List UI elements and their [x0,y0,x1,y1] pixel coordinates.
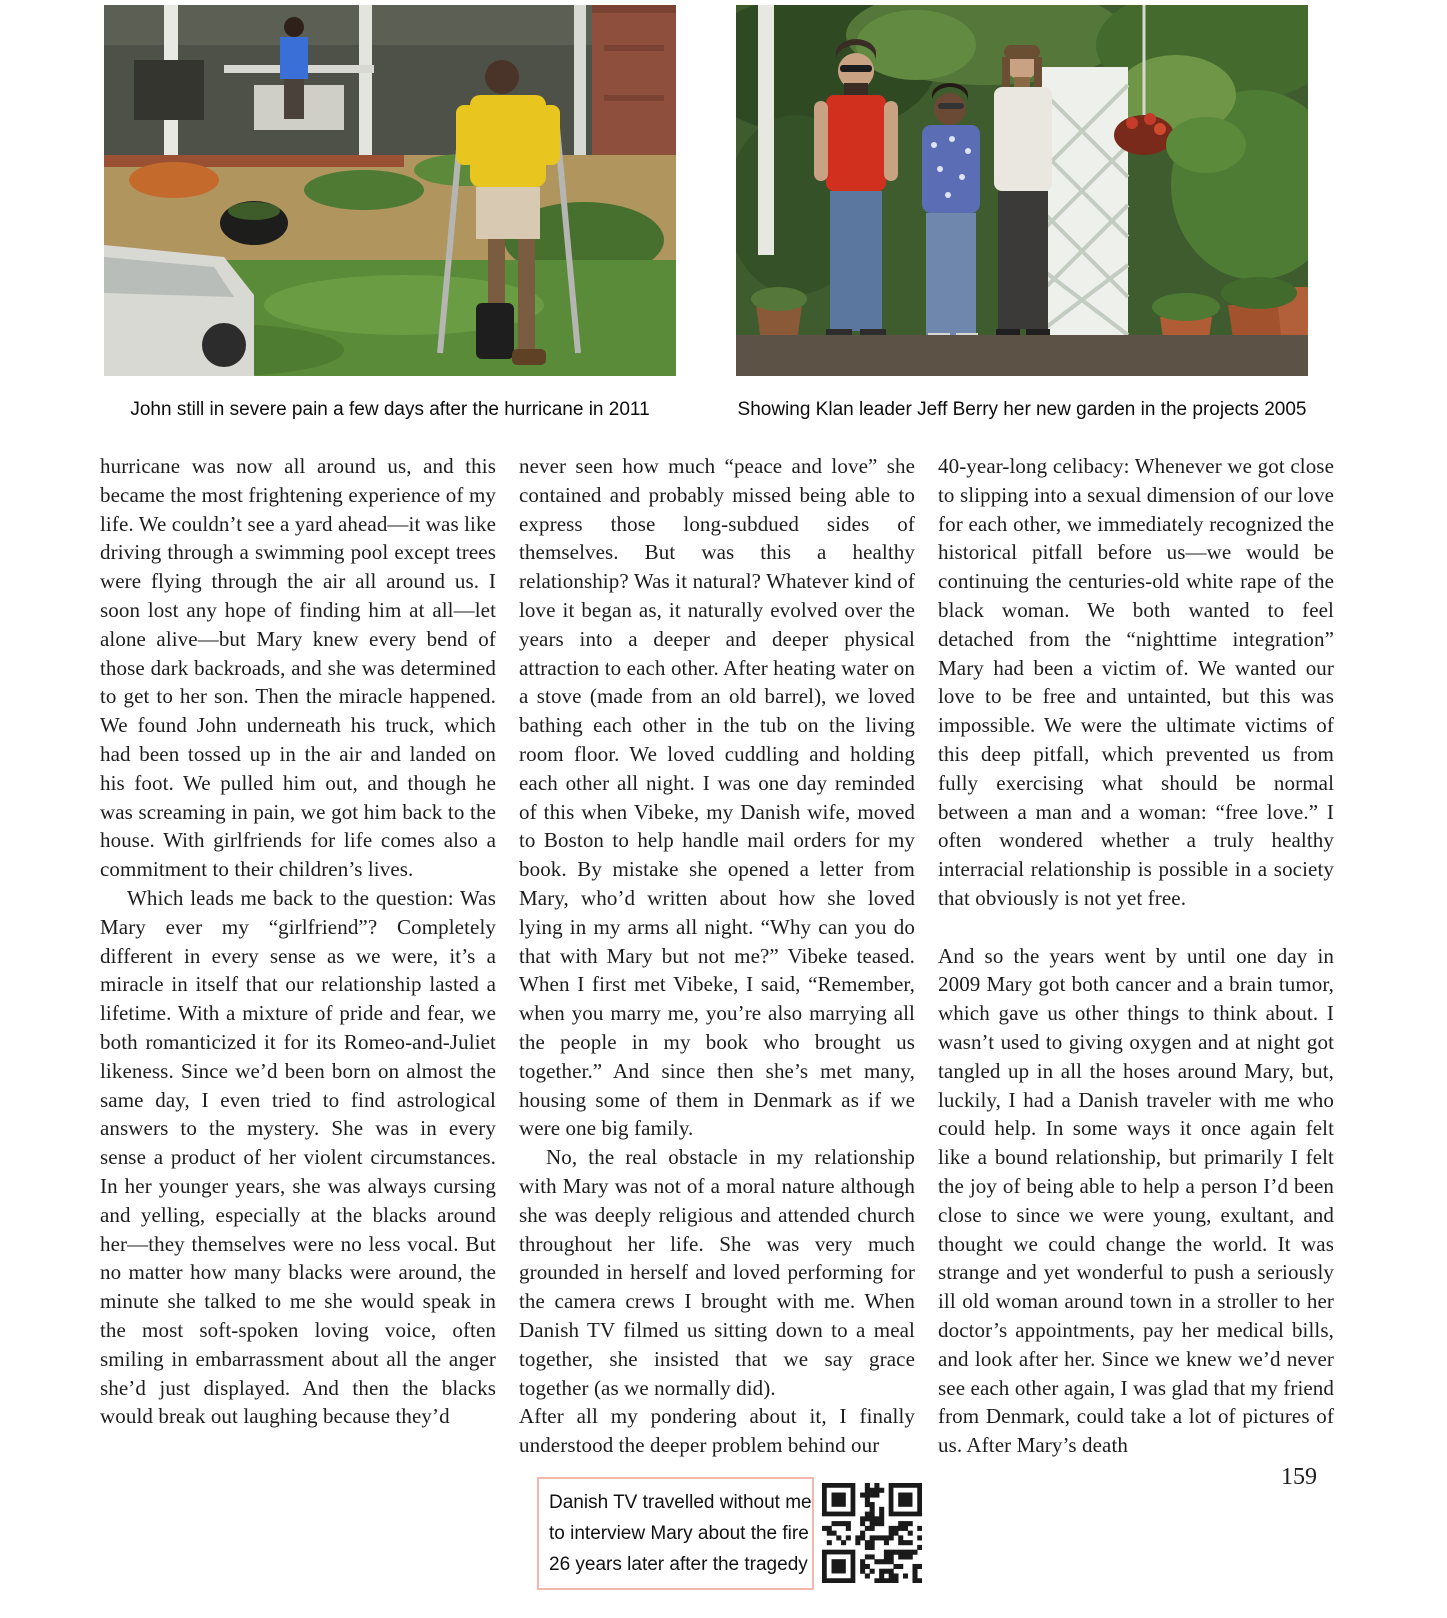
photo-garden-illustration [736,5,1308,376]
man-white-shirt [994,45,1052,343]
body-paragraph: Which leads me back to the question: Was Mary ever my “girlfriend”? Completely different in every sense as we were, it’s a miracle in itself that our relationship lasted a lifetime. With a mixture of pride and fear, we both romanticized it for its Romeo-and-Juliet likeness. Since we’d been born on almost the same day, I even tried to find astrological answers to the mystery. She was in every sense a product of her violent circumstances. In her younger years, she was always cursing and yelling, especially at the blacks around her—they themselves were no less vocal. But no matter how many blacks were around, the minute she talked to me she would speak in the most soft-spoken loving voice, often smiling in embarrassment about all the anger she’d just displayed. And then the blacks would break out laughing because they’d [100,885,496,1429]
tv-caption-line: Danish TV travelled without me [549,1492,812,1513]
body-text [100,452,1334,1460]
text-column-1 [100,452,496,1460]
body-paragraph: No, the real obstacle in my relationship with Mary was not of a moral nature although she was deeply religious and attended church throughout her life. She was very much grounded in herself and loved performing for the camera crews I brought with me. When Danish TV filmed us sitting down to a meal together, she insisted that we say grace together (as we normally did). [519,1145,915,1400]
qr-code-image [822,1483,922,1583]
tv-caption-line: to interview Mary about the fire [549,1523,809,1544]
body-paragraph: never seen how much “peace and love” she contained and probably missed being able to express those long-subdued sides of themselves. But was this a healthy relationship? Was it natural? Whatever kind of love it began as, it naturally evolved over the years into a deeper and deeper physical attraction to each other. After heating water on a stove (made from an old barrel), we loved bathing each other in the tub on the living room floor. We loved cuddling and holding each other all night. I was one day reminded of this when Vibeke, my Danish wife, moved to Boston to help handle mail orders for my book. By mistake she opened a letter from Mary, who’d written about how she loved lying in my arms all night. “Why can you do that with Mary but not me?” Vibeke teased. When I first met Vibeke, I said, “Remember, when you marry me, you’re also marrying all the people in my book who brought us together.” And since then she’s met many, housing some of them in Denmark as if we were one big family. [519,454,915,1141]
photo-john-on-crutches [104,5,676,376]
body-paragraph: 40-year-long celibacy: Whenever we got close to slipping into a sexual dimension of our love for each other, we immediately recognized the historical pitfall before us—we would be continuing the centuries-old white rape of the black woman. We both wanted to feel detached from the “nighttime integration” Mary had been a victim of. We wanted our love to be free and untainted, but this was impossible. We were the ultimate victims of this deep pitfall, which prevented us from fully exercising what should be normal between a man and a woman: “free love.” I often wondered whether a truly healthy interracial relationship is possible in a society that obviously is not yet free. [938,454,1334,910]
photo-garden-group [736,5,1308,376]
photo-caption-right: Showing Klan leader Jeff Berry her new garden in the projects 2005 [737,399,1307,420]
porch-post [758,5,774,255]
text-column-3 [938,452,1334,1460]
tv-caption-box [537,1477,814,1590]
body-paragraph: After all my pondering about it, I finally understood the deeper problem behind our [519,1404,915,1458]
photo-caption-left: John still in severe pain a few days after the hurricane in 2011 [130,399,650,420]
body-paragraph: hurricane was now all around us, and this became the most frightening experience of my life. We couldn’t see a yard ahead—it was like driving through a swimming pool except trees were flying through the air all around us. I soon lost any hope of finding him at all—let alone alive—but Mary knew every bend of those dark backroads, and she was determined to get to her son. Then the miracle happened. We found John underneath his truck, which had been tossed up in the air and landed on his foot. We pulled him out, and though he was screaming in pain, we got him back to the house. With girlfriends for life comes also a commitment to their children’s lives. [100,454,496,882]
page-number: 159 [1281,1464,1317,1490]
photo-john-illustration [104,5,676,376]
text-column-2 [519,452,915,1460]
qr-code [822,1483,922,1583]
tv-caption-line: 26 years later after the tragedy [549,1554,808,1575]
body-paragraph: And so the years went by until one day in 2009 Mary got both cancer and a brain tumor, which gave us other things to think about. I wasn’t used to giving oxygen and at night got tangled up in all the hoses around Mary, but, luckily, I had a Danish traveler with me who could help. In some ways it once again felt like a bound relationship, but primarily I felt the joy of being able to help a person I’d been close to since we were young, exultant, and thought we could change the world. It was strange and yet wonderful to push a seriously ill old woman around town in a stroller to her doctor’s appointments, pay her medical bills, and look after her. Since we knew we’d never see each other again, I was glad that my friend from Denmark, could take a lot of pictures of us. After Mary’s death [938,943,1334,1458]
